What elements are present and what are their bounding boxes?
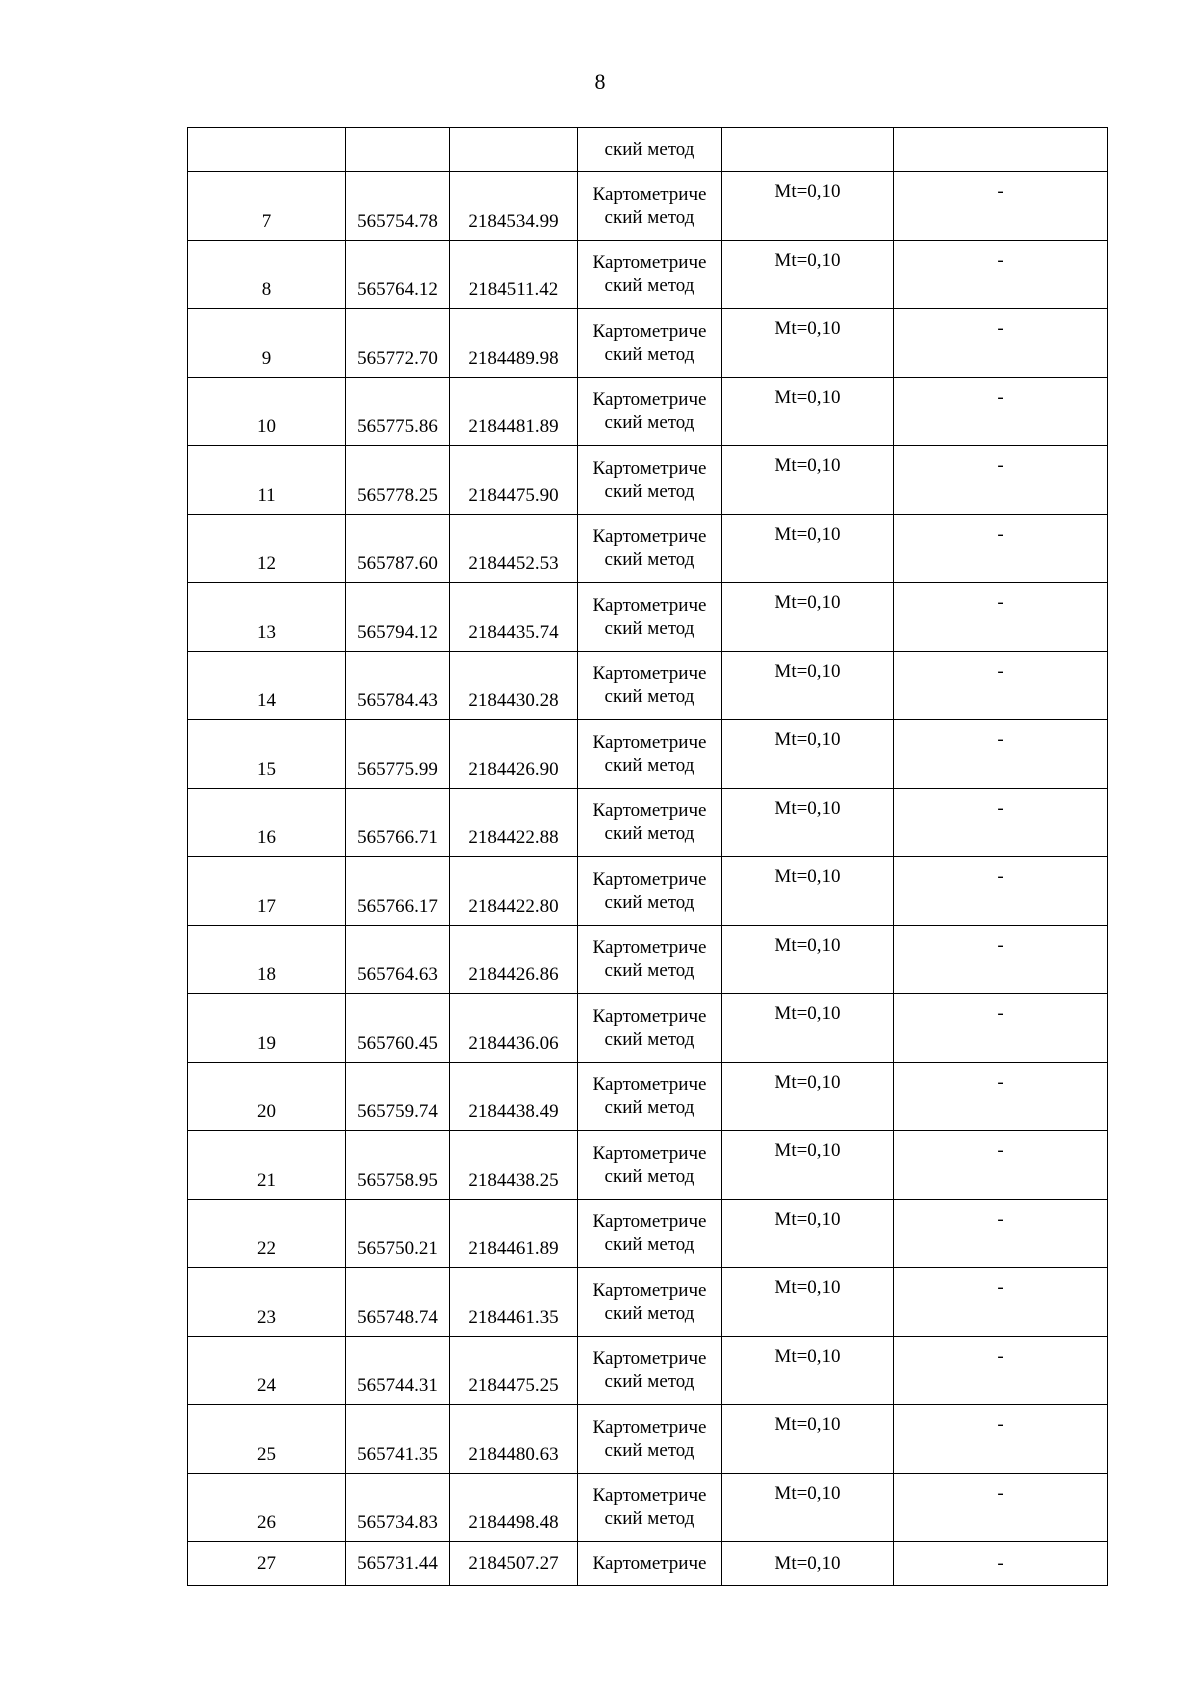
method-line-1: Картометриче (592, 663, 707, 685)
method-line-2: ский метод (604, 480, 695, 502)
x-coordinate-cell: 565748.74 (346, 1268, 450, 1337)
coordinates-table (187, 127, 1108, 1586)
table-row (188, 1268, 1108, 1337)
method-line-2: ский метод (604, 1439, 695, 1461)
point-number-cell: 23 (188, 1268, 346, 1337)
x-coordinate-cell: 565760.45 (346, 994, 450, 1063)
method-cell (578, 1336, 722, 1405)
method-line-2: ский метод (604, 1371, 695, 1393)
y-coordinate-cell: 2184426.90 (450, 720, 578, 789)
method-cell (578, 1542, 722, 1586)
point-number-cell: 19 (188, 994, 346, 1063)
table-row (188, 651, 1108, 720)
note-cell: - (894, 994, 1108, 1063)
accuracy-cell: Mt=0,10 (722, 240, 894, 309)
y-coordinate-cell: 2184489.98 (450, 309, 578, 378)
method-line-2: ский метод (604, 206, 695, 228)
table-row (188, 309, 1108, 378)
accuracy-cell: Mt=0,10 (722, 720, 894, 789)
method-line-1: Картометриче (592, 1553, 707, 1574)
y-coordinate-cell: 2184481.89 (450, 377, 578, 446)
method-line-2: ский метод (604, 412, 695, 434)
method-cell (578, 1268, 722, 1337)
note-cell: - (894, 925, 1108, 994)
note-cell: - (894, 172, 1108, 241)
method-cell (578, 377, 722, 446)
method-cell (578, 857, 722, 926)
x-coordinate-cell: 565787.60 (346, 514, 450, 583)
method-line-1: Картометриче (592, 1279, 707, 1301)
method-line-2: ский метод (604, 275, 695, 297)
method-cell (578, 1473, 722, 1542)
table-row (188, 1336, 1108, 1405)
point-number-cell: 17 (188, 857, 346, 926)
method-line-2: ский метод (604, 1508, 695, 1530)
table-row (188, 583, 1108, 652)
y-coordinate-cell: 2184475.25 (450, 1336, 578, 1405)
x-coordinate-cell: 565744.31 (346, 1336, 450, 1405)
method-line-1: Картометриче (592, 389, 707, 411)
x-coordinate-cell (346, 128, 450, 172)
point-number-cell: 8 (188, 240, 346, 309)
point-number-cell: 10 (188, 377, 346, 446)
point-number-cell: 26 (188, 1473, 346, 1542)
method-cell (578, 309, 722, 378)
accuracy-cell: Mt=0,10 (722, 1336, 894, 1405)
x-coordinate-cell: 565758.95 (346, 1131, 450, 1200)
point-number-cell: 14 (188, 651, 346, 720)
table-row-final (188, 1542, 1108, 1586)
x-coordinate-cell: 565734.83 (346, 1473, 450, 1542)
y-coordinate-cell: 2184435.74 (450, 583, 578, 652)
note-cell: - (894, 377, 1108, 446)
method-line-2: ский метод (604, 343, 695, 365)
method-cell (578, 446, 722, 515)
table-row (188, 925, 1108, 994)
note-cell: - (894, 1473, 1108, 1542)
point-number-cell: 25 (188, 1405, 346, 1474)
note-cell (894, 128, 1108, 172)
y-coordinate-cell: 2184534.99 (450, 172, 578, 241)
method-cell (578, 240, 722, 309)
table-body (188, 128, 1108, 1586)
table-row (188, 720, 1108, 789)
point-number-cell: 20 (188, 1062, 346, 1131)
y-coordinate-cell: 2184461.89 (450, 1199, 578, 1268)
x-coordinate-cell: 565764.12 (346, 240, 450, 309)
method-cell (578, 1405, 722, 1474)
accuracy-cell: Mt=0,10 (722, 1542, 894, 1586)
x-coordinate-cell: 565775.86 (346, 377, 450, 446)
point-number-cell: 9 (188, 309, 346, 378)
note-cell: - (894, 309, 1108, 378)
accuracy-cell: Mt=0,10 (722, 994, 894, 1063)
method-line-2: ский метод (604, 960, 695, 982)
point-number-cell: 22 (188, 1199, 346, 1268)
point-number-cell (188, 128, 346, 172)
method-line-1: Картометриче (592, 731, 707, 753)
method-line-1: Картометриче (592, 1348, 707, 1370)
method-line-1: Картометриче (592, 526, 707, 548)
point-number-cell: 7 (188, 172, 346, 241)
method-line-2: ский метод (604, 1302, 695, 1324)
table-row-continued (188, 128, 1108, 172)
method-line-1: Картометриче (592, 800, 707, 822)
accuracy-cell: Mt=0,10 (722, 1405, 894, 1474)
table-row (188, 1405, 1108, 1474)
y-coordinate-cell: 2184438.49 (450, 1062, 578, 1131)
y-coordinate-cell: 2184511.42 (450, 240, 578, 309)
method-line-2: ский метод (604, 617, 695, 639)
accuracy-cell: Mt=0,10 (722, 377, 894, 446)
accuracy-cell: Mt=0,10 (722, 788, 894, 857)
table-row (188, 240, 1108, 309)
method-line-1: Картометриче (592, 594, 707, 616)
table-row (188, 994, 1108, 1063)
x-coordinate-cell: 565766.17 (346, 857, 450, 926)
y-coordinate-cell: 2184452.53 (450, 514, 578, 583)
note-cell: - (894, 1062, 1108, 1131)
y-coordinate-cell: 2184436.06 (450, 994, 578, 1063)
note-cell: - (894, 446, 1108, 515)
note-cell: - (894, 1131, 1108, 1200)
method-line-2: ский метод (604, 823, 695, 845)
method-line-2: ский метод (604, 549, 695, 571)
y-coordinate-cell: 2184498.48 (450, 1473, 578, 1542)
accuracy-cell: Mt=0,10 (722, 651, 894, 720)
table-row (188, 788, 1108, 857)
method-line-2: ский метод (604, 1165, 695, 1187)
x-coordinate-cell: 565741.35 (346, 1405, 450, 1474)
accuracy-cell: Mt=0,10 (722, 514, 894, 583)
point-number-cell: 24 (188, 1336, 346, 1405)
note-cell: - (894, 651, 1108, 720)
x-coordinate-cell: 565775.99 (346, 720, 450, 789)
accuracy-cell: Mt=0,10 (722, 583, 894, 652)
point-number-cell: 11 (188, 446, 346, 515)
accuracy-cell: Mt=0,10 (722, 1131, 894, 1200)
y-coordinate-cell: 2184475.90 (450, 446, 578, 515)
method-line-2: ский метод (604, 139, 695, 160)
method-cell (578, 788, 722, 857)
note-cell: - (894, 857, 1108, 926)
page-number: 8 (594, 69, 606, 94)
note-cell: - (894, 1336, 1108, 1405)
x-coordinate-cell: 565784.43 (346, 651, 450, 720)
table-row (188, 514, 1108, 583)
point-number-cell: 27 (188, 1542, 346, 1586)
accuracy-cell: Mt=0,10 (722, 309, 894, 378)
method-line-2: ский метод (604, 891, 695, 913)
y-coordinate-cell: 2184438.25 (450, 1131, 578, 1200)
method-line-1: Картометриче (592, 1142, 707, 1164)
accuracy-cell: Mt=0,10 (722, 1062, 894, 1131)
accuracy-cell: Mt=0,10 (722, 857, 894, 926)
point-number-cell: 18 (188, 925, 346, 994)
table-row (188, 1062, 1108, 1131)
note-cell: - (894, 1199, 1108, 1268)
method-line-2: ский метод (604, 1097, 695, 1119)
x-coordinate-cell: 565754.78 (346, 172, 450, 241)
note-cell: - (894, 720, 1108, 789)
method-line-2: ский метод (604, 1234, 695, 1256)
y-coordinate-cell: 2184426.86 (450, 925, 578, 994)
note-cell: - (894, 1405, 1108, 1474)
y-coordinate-cell: 2184422.88 (450, 788, 578, 857)
method-line-1: Картометриче (592, 1485, 707, 1507)
note-cell: - (894, 1542, 1108, 1586)
method-cell (578, 720, 722, 789)
y-coordinate-cell: 2184430.28 (450, 651, 578, 720)
method-line-1: Картометриче (592, 252, 707, 274)
note-cell: - (894, 1268, 1108, 1337)
table-row (188, 1131, 1108, 1200)
accuracy-cell: Mt=0,10 (722, 925, 894, 994)
method-line-1: Картометриче (592, 937, 707, 959)
method-line-1: Картометриче (592, 457, 707, 479)
method-line-1: Картометриче (592, 1211, 707, 1233)
x-coordinate-cell: 565778.25 (346, 446, 450, 515)
method-cell (578, 1131, 722, 1200)
point-number-cell: 13 (188, 583, 346, 652)
table-row (188, 1199, 1108, 1268)
point-number-cell: 12 (188, 514, 346, 583)
method-line-1: Картометриче (592, 868, 707, 890)
method-cell (578, 128, 722, 172)
y-coordinate-cell: 2184507.27 (450, 1542, 578, 1586)
method-line-1: Картометриче (592, 1005, 707, 1027)
x-coordinate-cell: 565794.12 (346, 583, 450, 652)
point-number-cell: 16 (188, 788, 346, 857)
note-cell: - (894, 240, 1108, 309)
table-row (188, 172, 1108, 241)
accuracy-cell: Mt=0,10 (722, 1199, 894, 1268)
table-row (188, 857, 1108, 926)
point-number-cell: 15 (188, 720, 346, 789)
x-coordinate-cell: 565750.21 (346, 1199, 450, 1268)
note-cell: - (894, 514, 1108, 583)
method-cell (578, 1062, 722, 1131)
table-row (188, 377, 1108, 446)
x-coordinate-cell: 565766.71 (346, 788, 450, 857)
table-row (188, 446, 1108, 515)
method-cell (578, 583, 722, 652)
method-line-1: Картометриче (592, 1074, 707, 1096)
y-coordinate-cell: 2184480.63 (450, 1405, 578, 1474)
accuracy-cell: Mt=0,10 (722, 172, 894, 241)
method-line-1: Картометриче (592, 183, 707, 205)
accuracy-cell: Mt=0,10 (722, 446, 894, 515)
method-cell (578, 651, 722, 720)
x-coordinate-cell: 565759.74 (346, 1062, 450, 1131)
method-cell (578, 172, 722, 241)
table-row (188, 1473, 1108, 1542)
accuracy-cell: Mt=0,10 (722, 1473, 894, 1542)
method-line-1: Картометриче (592, 1416, 707, 1438)
accuracy-cell: Mt=0,10 (722, 1268, 894, 1337)
method-cell (578, 514, 722, 583)
accuracy-cell (722, 128, 894, 172)
y-coordinate-cell (450, 128, 578, 172)
method-line-1: Картометриче (592, 320, 707, 342)
method-line-2: ский метод (604, 754, 695, 776)
method-cell (578, 925, 722, 994)
x-coordinate-cell: 565731.44 (346, 1542, 450, 1586)
method-line-2: ский метод (604, 686, 695, 708)
x-coordinate-cell: 565772.70 (346, 309, 450, 378)
x-coordinate-cell: 565764.63 (346, 925, 450, 994)
method-cell (578, 994, 722, 1063)
note-cell: - (894, 583, 1108, 652)
y-coordinate-cell: 2184461.35 (450, 1268, 578, 1337)
point-number-cell: 21 (188, 1131, 346, 1200)
y-coordinate-cell: 2184422.80 (450, 857, 578, 926)
method-line-2: ский метод (604, 1028, 695, 1050)
method-cell (578, 1199, 722, 1268)
note-cell: - (894, 788, 1108, 857)
